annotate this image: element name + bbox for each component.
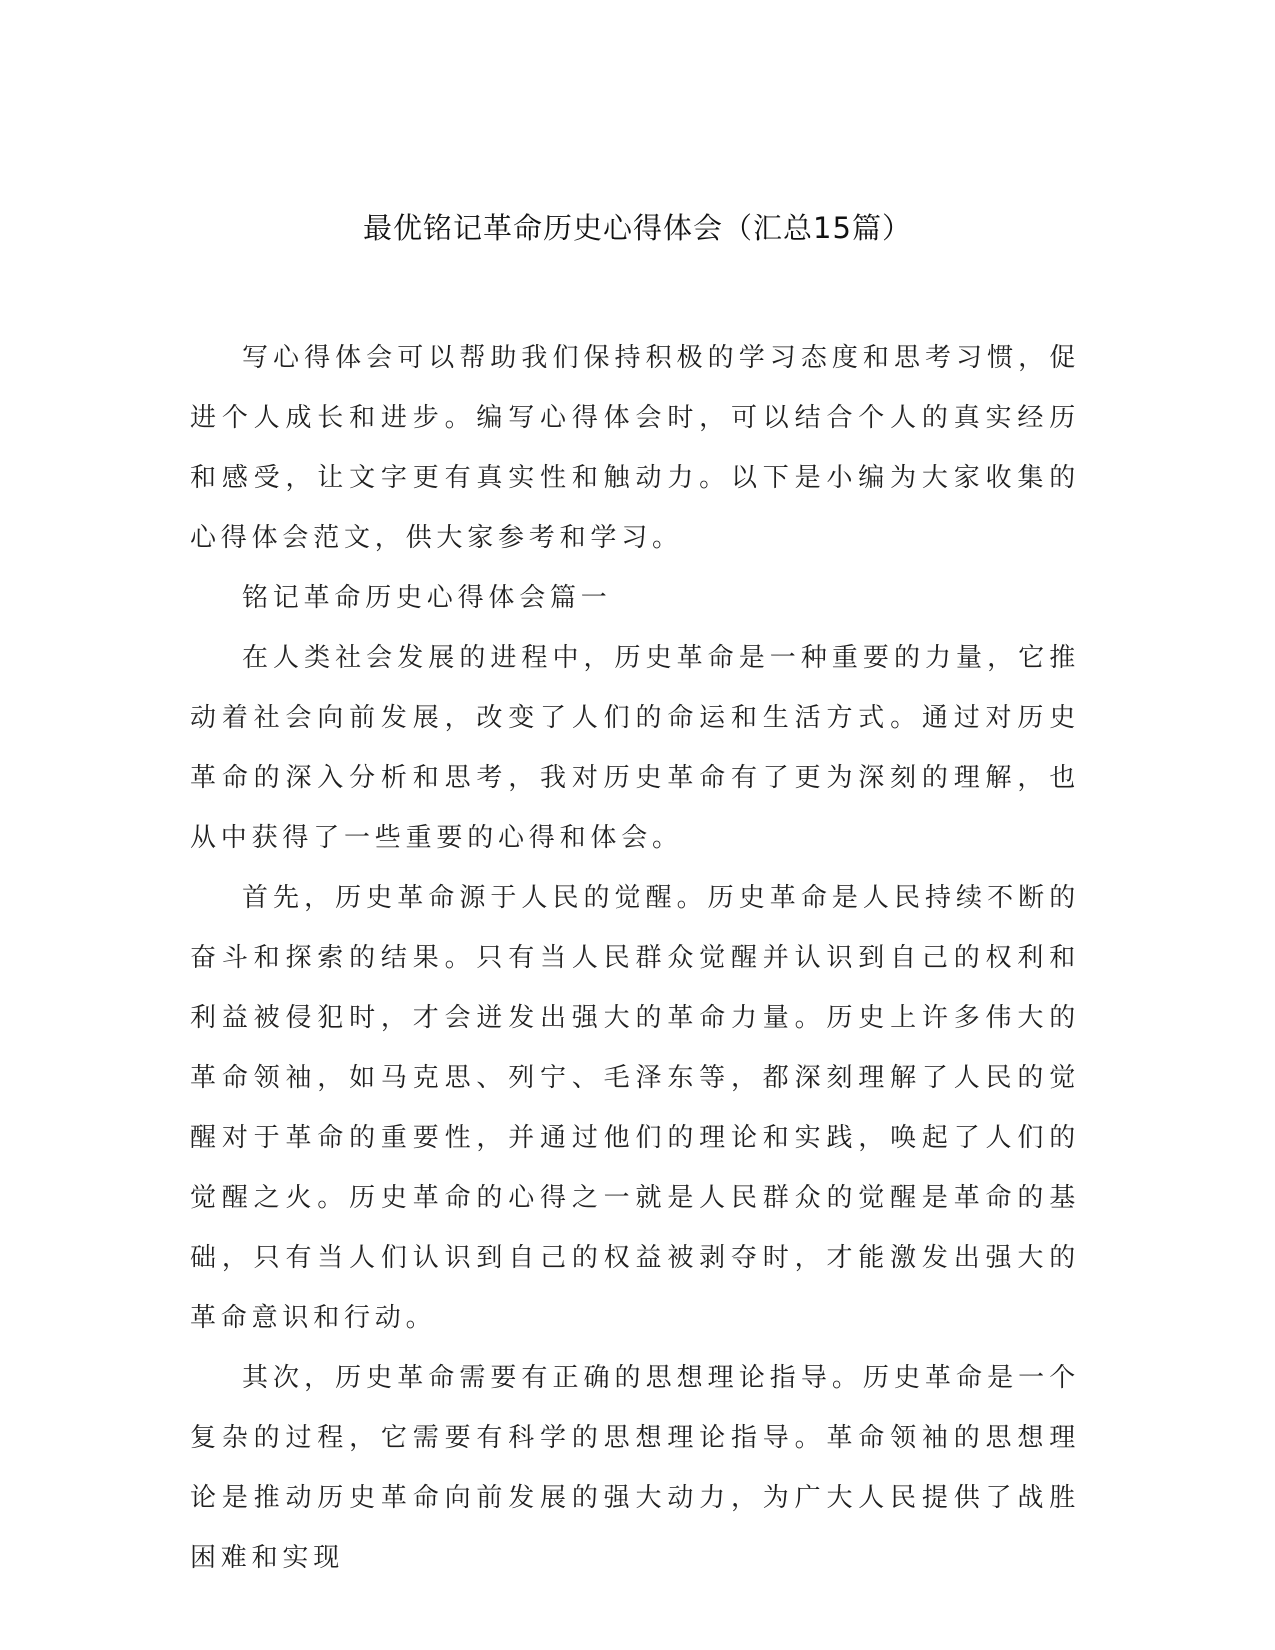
document-title: 最优铭记革命历史心得体会（汇总15篇） <box>363 211 912 245</box>
body-paragraph: 其次，历史革命需要有正确的思想理论指导。历史革命是一个复杂的过程，它需要有科学的思想理论指导。革命领袖的思想理论是推动历史革命向前发展的强大动力，为广大人民提供了战胜困难和实现 <box>190 1363 1080 1573</box>
section-heading: 铭记革命历史心得体会篇一 <box>242 583 612 613</box>
intro-paragraph: 写心得体会可以帮助我们保持积极的学习态度和思考习惯，促进个人成长和进步。编写心得体会时，可以结合个人的真实经历和感受，让文字更有真实性和触动力。以下是小编为大家收集的心得体会范文，供大家参考和学习。 <box>190 343 1080 553</box>
body-paragraph: 首先，历史革命源于人民的觉醒。历史革命是人民持续不断的奋斗和探索的结果。只有当人民群众觉醒并认识到自己的权利和利益被侵犯时，才会迸发出强大的革命力量。历史上许多伟大的革命领袖，如马克思、列宁、毛泽东等，都深刻理解了人民的觉醒对于革命的重要性，并通过他们的理论和实践，唤起了人们的觉醒之火。历史革命的心得之一就是人民群众的觉醒是革命的基础，只有当人们认识到自己的权益被剥夺时，才能激发出强大的革命意识和行动。 <box>190 883 1080 1333</box>
body-paragraph: 在人类社会发展的进程中，历史革命是一种重要的力量，它推动着社会向前发展，改变了人们的命运和生活方式。通过对历史革命的深入分析和思考，我对历史革命有了更为深刻的理解，也从中获得了一些重要的心得和体会。 <box>190 643 1080 853</box>
document-body <box>190 328 1080 1588</box>
